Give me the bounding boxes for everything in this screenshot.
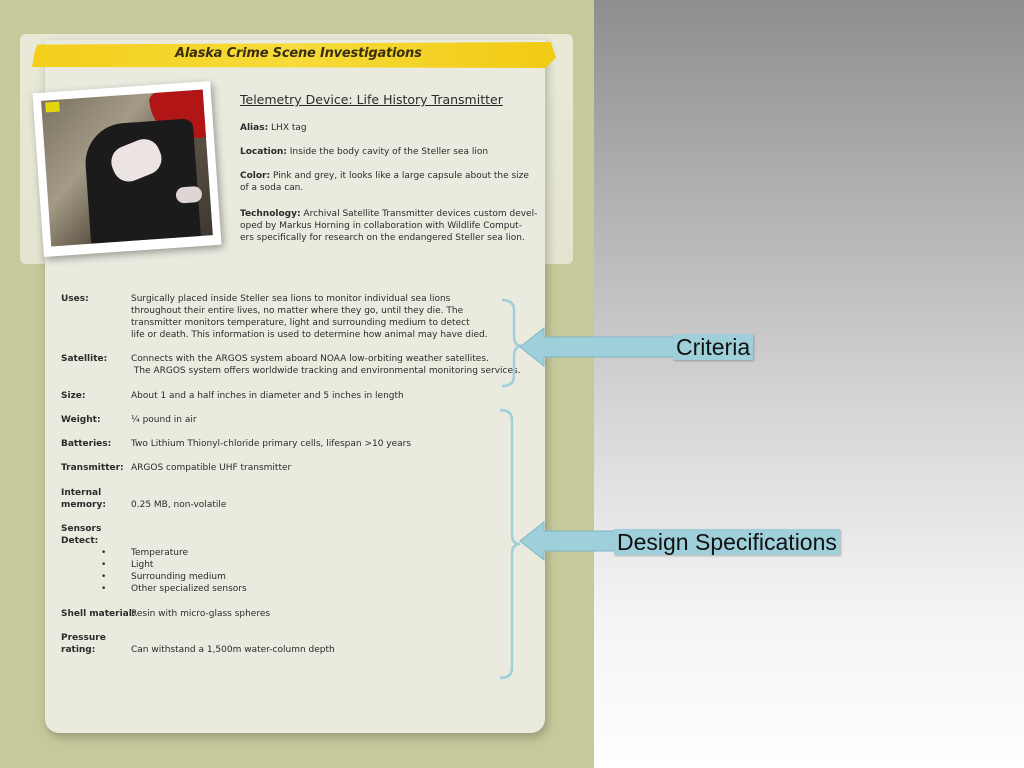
bullet-icon: • bbox=[101, 584, 107, 594]
technology-line-3: ers specifically for research on the endangered Steller sea lion. bbox=[240, 233, 525, 243]
memory-label-2: memory: bbox=[61, 500, 106, 510]
uses-line: Surgically placed inside Steller sea lions to monitor individual sea lions bbox=[131, 294, 451, 304]
photo-image bbox=[41, 90, 213, 247]
satellite-line: The ARGOS system offers worldwide tracking and environmental monitoring services. bbox=[131, 366, 521, 376]
uses-line: life or death. This information is used to determine how animal may have died. bbox=[131, 330, 488, 340]
memory-label: Internal bbox=[61, 488, 102, 498]
uses-label: Uses: bbox=[61, 294, 89, 304]
uses-line: throughout their entire lives, no matter where they go, until they die. The bbox=[131, 306, 464, 316]
sensors-label: Sensors bbox=[61, 524, 102, 534]
satellite-label: Satellite: bbox=[61, 354, 108, 364]
weight-label: Weight: bbox=[61, 415, 101, 425]
device-title: Telemetry Device: Life History Transmitter bbox=[240, 92, 503, 107]
criteria-callout: Criteria bbox=[673, 334, 753, 360]
batteries-label: Batteries: bbox=[61, 439, 112, 449]
satellite-line: Connects with the ARGOS system aboard NOAA low-orbiting weather satellites. bbox=[131, 354, 489, 364]
pressure-value: Can withstand a 1,500m water-column depth bbox=[131, 645, 335, 655]
transmitter-label: Transmitter: bbox=[61, 463, 124, 473]
location-line: Location: Inside the body cavity of the Steller sea lion bbox=[240, 147, 489, 157]
batteries-value: Two Lithium Thionyl-chloride primary cells, lifespan >10 years bbox=[131, 439, 412, 449]
sensor-item: Temperature bbox=[131, 548, 189, 558]
bullet-icon: • bbox=[101, 548, 107, 558]
sensor-item: Surrounding medium bbox=[131, 572, 226, 582]
photo-tag bbox=[45, 102, 60, 113]
color-line: Color: Pink and grey, it looks like a large capsule about the size bbox=[240, 171, 529, 181]
memory-value: 0.25 MB, non-volatile bbox=[131, 500, 227, 510]
criteria-arrow-icon bbox=[518, 326, 678, 368]
alias-line: Alias: LHX tag bbox=[240, 123, 307, 133]
technology-line-2: oped by Markus Horning in collaboration with Wildlife Comput- bbox=[240, 221, 522, 231]
size-label: Size: bbox=[61, 391, 86, 401]
bullet-icon: • bbox=[101, 572, 107, 582]
design-callout: Design Specifications bbox=[614, 529, 840, 555]
device-photo bbox=[32, 81, 221, 257]
transmitter-value: ARGOS compatible UHF transmitter bbox=[131, 463, 292, 473]
size-value: About 1 and a half inches in diameter and 5 inches in length bbox=[131, 391, 404, 401]
pressure-label: Pressure bbox=[61, 633, 106, 643]
uses-line: transmitter monitors temperature, light and surrounding medium to detect bbox=[131, 318, 470, 328]
photo-black-pants bbox=[83, 118, 201, 243]
weight-value: ¼ pound in air bbox=[131, 415, 197, 425]
sensors-label-2: Detect: bbox=[61, 536, 99, 546]
bullet-icon: • bbox=[101, 560, 107, 570]
technology-line: Technology: Archival Satellite Transmitter devices custom devel- bbox=[240, 209, 538, 219]
shell-value: Resin with micro-glass spheres bbox=[131, 609, 271, 619]
color-line-2: of a soda can. bbox=[240, 183, 304, 193]
sensor-item: Other specialized sensors bbox=[131, 584, 247, 594]
photo-capsule-small bbox=[175, 186, 202, 204]
pressure-label-2: rating: bbox=[61, 645, 96, 655]
banner-title: Alaska Crime Scene Investigations bbox=[175, 46, 422, 61]
shell-label: Shell material: bbox=[61, 609, 136, 619]
right-background bbox=[594, 0, 1024, 768]
sensor-item: Light bbox=[131, 560, 154, 570]
design-arrow-icon bbox=[518, 520, 622, 562]
